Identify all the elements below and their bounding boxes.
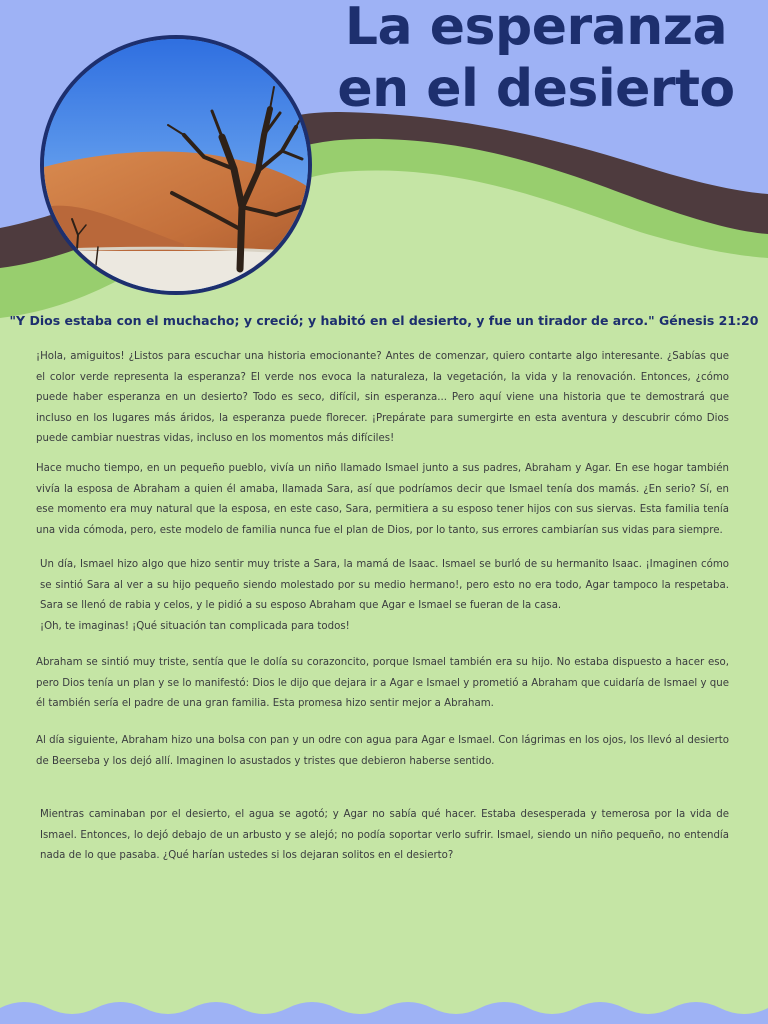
paragraph-conflict: Un día, Ismael hizo algo que hizo sentir muy triste a Sara, la mamá de Isaac. Ismael se burló de su hermanito Isaac. ¡Imaginen cómo se sintió Sara al ver a su hijo pequeño siendo molestado por su medio hermano!, pero esto no era todo, Agar tampoco la respetaba. Sara se llenó de rabia y celos, y le pidió a su esposo Abraham que Agar e Ismael se fueran de la casa. ¡Oh, te imaginas! ¡Qué situación tan complicada para todos! bbox=[40, 559, 729, 632]
paragraph-intro: ¡Hola, amiguitos! ¿Listos para escuchar una historia emocionante? Antes de comenzar, quiero contarte algo interesante. ¿Sabías que el color verde representa la esperanza? El verde nos evoca la naturaleza, la vegetación, la vida y la renovación. Entonces, ¿cómo puede haber esperanza en un desierto? Todo es seco, difícil, sin esperanza... Pero aquí viene una historia que te demostrará que incluso en los lugares más áridos, la esperanza puede florecer. ¡Prepárate para sumergirte en esta aventura y descubrir cómo Dios puede cambiar nuestras vidas, incluso en los momentos más difíciles! bbox=[36, 351, 729, 444]
paragraph-promise: Abraham se sintió muy triste, sentía que le dolía su corazoncito, porque Ismael también era su hijo. No estaba dispuesto a hacer eso, pero Dios tenía un plan y se lo manifestó: Dios le dijo que dejara ir a Agar e Ismael y prometió a Abraham que cuidaría de Ismael y que él también sería el padre de una gran familia. Esta promesa hizo sentir mejor a Abraham. bbox=[36, 657, 729, 709]
desert-photo bbox=[40, 35, 312, 295]
paragraph-desert: Mientras caminaban por el desierto, el agua se agotó; y Agar no sabía qué hacer. Estaba desesperada y temerosa por la vida de Ismael. Entonces, lo dejó debajo de un arbusto y se alejó; no podía soportar verlo sufrir. Ismael, siendo un niño pequeño, no entendía nada de lo que pasaba. ¿Qué harían ustedes si los dejaran solitos en el desierto? bbox=[40, 809, 729, 861]
paragraph-departure: Al día siguiente, Abraham hizo una bolsa con pan y un odre con agua para Agar e Ismael. Con lágrimas en los ojos, los llevó al desierto de Beerseba y los dejó allí. Imaginen lo asustados y tristes que debieron haberse sentido. bbox=[36, 735, 729, 767]
bible-verse: "Y Dios estaba con el muchacho; y creció; y habitó en el desierto, y fue un tirador de arco." Génesis 21:20 bbox=[9, 313, 759, 328]
footer-wave bbox=[0, 994, 768, 1024]
paragraph-family: Hace mucho tiempo, en un pequeño pueblo, vivía un niño llamado Ismael junto a sus padres, Abraham y Agar. En ese hogar también vivía la esposa de Abraham a quien él amaba, llamada Sara, así que podríamos decir que Ismael tenía dos mamás. ¿En serio? Sí, en ese momento era muy natural que la esposa, en este caso, Sara, permitiera a su esposo tener hijos con sus siervas. Esta familia tenía una vida cómoda, pero, este modelo de familia nunca fue el plan de Dios, por lo tanto, sus errores cambiarían sus vidas para siempre. bbox=[36, 463, 729, 536]
page-title: La esperanza en el desierto bbox=[337, 0, 735, 119]
